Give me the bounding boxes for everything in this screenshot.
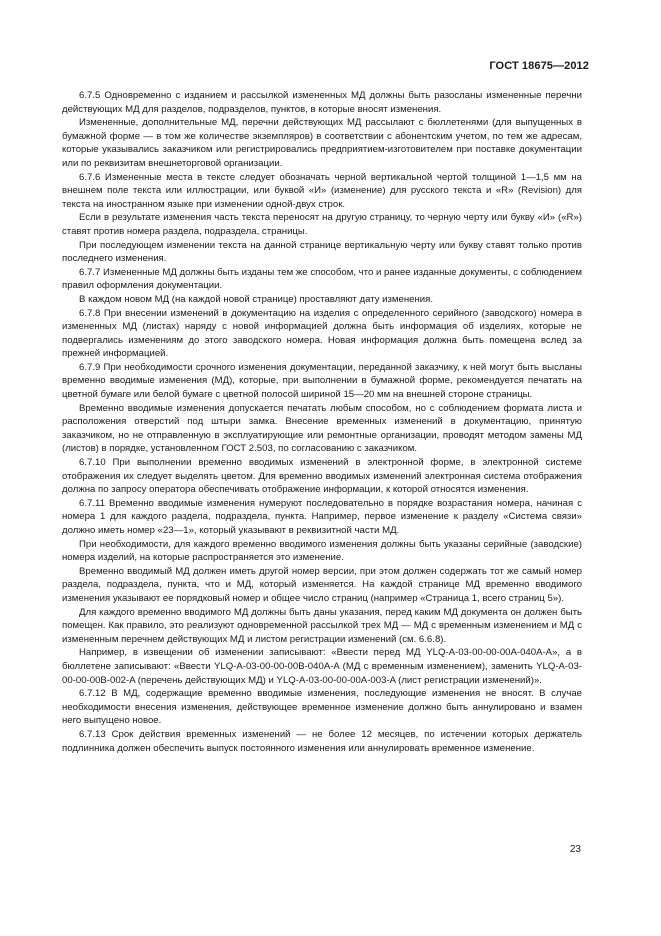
paragraph: Например, в извещении об изменении записывают: «Ввести перед МД YLQ-A-03-00-00-00A-040A-A», а в бюллетене записывают: «Ввести YLQ-A-03-00-00-00B-040A-A (МД с временным изменением), заменить YLQ-A-03-00-00-00B-002-A (перечень действующих МД) и YLQ-A-03-00-00-00A-003-A (лист регистрации изменений)».: [62, 647, 582, 686]
paragraph: Для каждого временно вводимого МД должны быть даны указания, перед каким МД документа он должен быть помещен. Как правило, это реализуют одновременной рассылкой трех МД — МД с временным изменением и МД с измененным перечнем действующих МД и листом регистрации изменений (см. 6.6.8).: [62, 606, 582, 645]
paragraph: 6.7.11 Временно вводимые изменения нумеруют последовательно в порядке возрастания номера, начиная с номера 1 для каждого раздела, подраздела, пункта. Например, первое изменение к разделу «Система связи» должно иметь номер «23—1», который указывают в реквизитной части МД.: [62, 497, 582, 536]
paragraph: 6.7.12 В МД, содержащие временно вводимые изменения, последующие изменения не вносят. В случае необходимости внесения изменения, действующее временное изменение должно быть аннулировано и взамен него выпущено новое.: [62, 688, 582, 727]
paragraph: 6.7.10 При выполнении временно вводимых изменений в электронной форме, в электронной системе отображения их следует выделять цветом. Для временно вводимых изменений электронная система отображения должна по запросу оператора обеспечивать отображение информации, к которой относятся изменения.: [62, 457, 582, 496]
paragraph: 6.7.7 Измененные МД должны быть изданы тем же способом, что и ранее изданные документы, с соблюдением правил оформления документации.: [62, 266, 582, 292]
paragraph: Временно вводимые изменения допускается печатать любым способом, но с соблюдением формата листа и расположения отверстий под штыри замка. Внесение временных изменений в документацию, принятую заказчиком, но не отправленную в эксплуатирующие или ремонтные организации, проводят методом замены МД (листов) в порядке, установленном ГОСТ 2.503, по согласованию с заказчиком.: [62, 402, 582, 455]
paragraph: Временно вводимый МД должен иметь другой номер версии, при этом должен содержать тот же самый номер раздела, подраздела, пункта, что и МД, который изменяется. На каждой странице МД временно вводимого изменения указывают ее порядковый номер и общее число страниц (например «Страница 1, всего страниц 5»).: [62, 565, 582, 604]
paragraph: 6.7.13 Срок действия временных изменений — не более 12 месяцев, по истечении которых держатель подлинника должен обеспечить выпуск постоянного изменения или аннулировать временное изменение.: [62, 728, 582, 754]
page-number: 23: [569, 844, 581, 855]
paragraph: 6.7.9 При необходимости срочного изменения документации, переданной заказчику, к ней могут быть высланы временно вводимые изменения (МД), которые, при выполнении в бумажной форме, рекомендуется печатать на цветной бумаге или белой бумаге с цветной полосой шириной 15—20 мм на внешней стороне страницы.: [62, 361, 582, 401]
paragraph: 6.7.6 Измененные места в тексте следует обозначать черной вертикальной чертой толщиной 1—1,5 мм на внешнем поле текста или иллюстрации, или буквой «И» (изменение) для русского текста и «R» (Revision) для текста на иностранном языке при изменении одной-двух строк.: [62, 171, 582, 210]
paragraph: Если в результате изменения часть текста переносят на другую страницу, то черную черту или букву «И» («R») ставят против номера раздела, подраздела, страницы.: [62, 212, 582, 237]
paragraph: 6.7.5 Одновременно с изданием и рассылкой измененных МД должны быть разосланы измененные перечни действующих МД для разделов, подразделов, пунктов, в которые вносят изменения.: [62, 90, 582, 115]
document-code: ГОСТ 18675—2012: [489, 60, 589, 72]
paragraph: При последующем изменении текста на данной странице вертикальную черту или букву ставят только против последнего изменения.: [62, 239, 582, 265]
paragraph: 6.7.8 При внесении изменений в документацию на изделия с определенного серийного (заводского) номера в измененных МД (листах) наряду с новой информацией должна быть информация об изделиях, которые не подвергались изменениям до этого заводского номера. Новая информация должна быть помещена вслед за прежней информацией.: [62, 307, 582, 360]
paragraph: В каждом новом МД (на каждой новой странице) проставляют дату изменения.: [79, 293, 434, 305]
paragraph: Измененные, дополнительные МД, перечни действующих МД рассылают с бюллетенями (для выпущенных в бумажной форме — в том же количестве экземпляров) в соответствии с абонентским учетом, по тем же адресам, которые указывались заказчиком или регистрировались предприятием-изготовителем при поставке документации или по реквизитам внешнеторговой организации.: [62, 117, 582, 169]
body-text: [62, 89, 582, 755]
paragraph: При необходимости, для каждого временно вводимого изменения должны быть указаны серийные (заводские) номера изделий, на которые распространяется это изменение.: [62, 538, 582, 564]
